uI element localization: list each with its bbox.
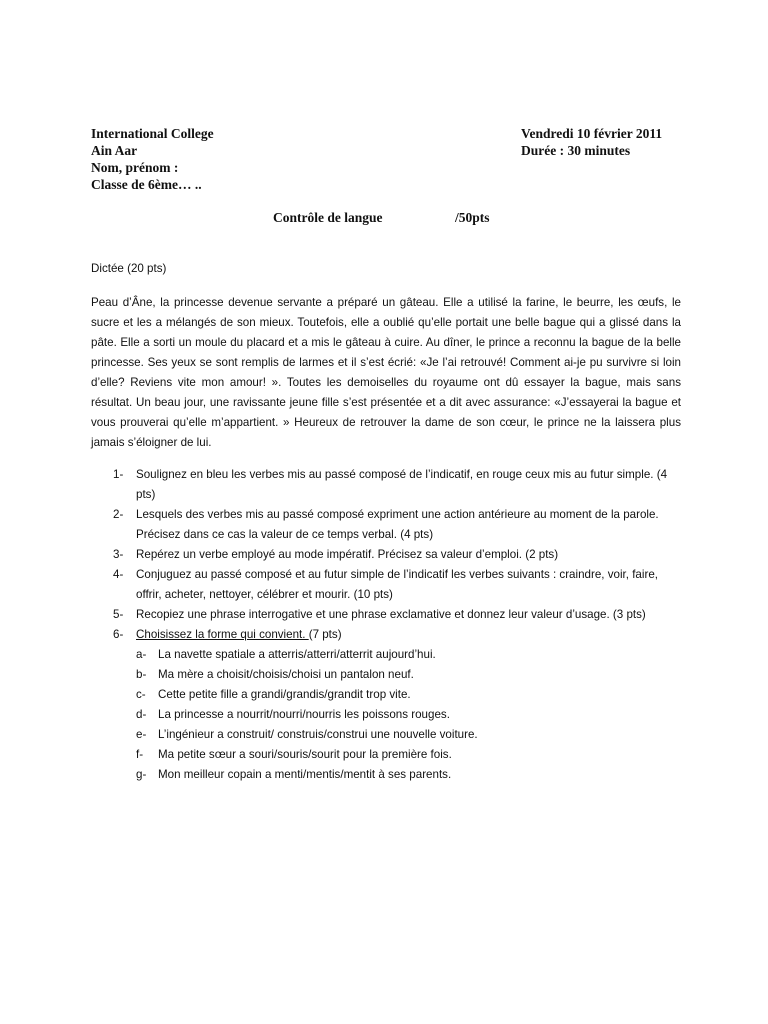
choice-text: Mon meilleur copain a menti/mentis/mentit à ses parents. — [158, 768, 452, 781]
question-text: Soulignez en bleu les verbes mis au passé composé de l’indicatif, en rouge ceux mis au futur simple. (4 pts) — [136, 468, 668, 501]
choice-text: Ma mère a choisit/choisis/choisi un pantalon neuf. — [158, 668, 414, 681]
school-name: International College — [91, 126, 214, 141]
choice-item — [136, 665, 681, 685]
choice-text: La princesse a nourrit/nourri/nourris les poissons rouges. — [158, 708, 450, 721]
choice-item — [136, 745, 681, 765]
question-item — [91, 605, 681, 625]
choice-list — [136, 645, 681, 785]
question-item — [91, 505, 681, 545]
choice-item — [136, 705, 681, 725]
question-number: 1- — [113, 468, 124, 481]
question-item — [91, 545, 681, 565]
question-number: 4- — [113, 568, 124, 581]
title-points: /50pts — [455, 210, 490, 225]
choice-item — [136, 645, 681, 665]
question-text: Repérez un verbe employé au mode impératif. Précisez sa valeur d’emploi. (2 pts) — [136, 548, 559, 561]
question-number: 5- — [113, 608, 124, 621]
choice-text: Ma petite sœur a souri/souris/sourit pour la première fois. — [158, 748, 452, 761]
question-item — [91, 565, 681, 605]
choice-letter: g- — [136, 768, 147, 781]
question-number: 6- — [113, 628, 124, 641]
question-number: 2- — [113, 508, 124, 521]
choice-letter: c- — [136, 688, 146, 701]
student-name-field: Nom, prénom : — [91, 160, 179, 175]
question-6-instruction: Choisissez la forme qui convient. — [136, 628, 309, 641]
title-main: Contrôle de langue — [273, 210, 383, 225]
choice-text: La navette spatiale a atterris/atterri/atterrit aujourd’hui. — [158, 648, 436, 661]
choice-letter: a- — [136, 648, 147, 661]
choice-letter: d- — [136, 708, 147, 721]
dictation-text — [91, 293, 681, 453]
choice-item — [136, 685, 681, 705]
class-field: Classe de 6ème… .. — [91, 177, 202, 192]
exam-date: Vendredi 10 février 2011 — [521, 126, 663, 141]
question-number: 3- — [113, 548, 124, 561]
question-text: Lesquels des verbes mis au passé composé expriment une action antérieure au moment de la parole. Précisez dans ce cas la valeur de ce temps verbal. (4 pts) — [136, 508, 659, 541]
choice-letter: e- — [136, 728, 147, 741]
question-text: Recopiez une phrase interrogative et une phrase exclamative et donnez leur valeur d’usage. (3 pts) — [136, 608, 646, 621]
exam-duration: Durée : 30 minutes — [521, 143, 631, 158]
question-list — [91, 465, 681, 785]
dictation-paragraph: Peau d’Âne, la princesse devenue servante a préparé un gâteau. Elle a utilisé la farine, le beurre, les œufs, le sucre et les a mélangés de son mieux. Toutefois, elle a oublié qu’elle portait une belle bague qui a glissé dans la pâte. Elle a sorti un moule du placard et a mis le gâteau à cuire. Au dîner, le prince a reconnu la bague de la belle princesse. Ses yeux se sont remplis de larmes et il s’est écrié: «Je l’ai retrouvé! Comment ai-je pu survivre si loin d’elle? Reviens vite mon amour! ». Toutes les demoiselles du royaume ont dû essayer la bague, mais sans résultat. Un beau jour, une ravissante jeune fille s’est présentée et a dit avec assurance: «J’essayerai la bague et vous prouverai qu’elle m’appartient. » Heureux de retrouver la dame de son cœur, le prince ne la laissera plus jamais s’éloigner de lui. — [91, 296, 681, 449]
choice-letter: b- — [136, 668, 147, 681]
exam-header — [91, 125, 681, 193]
choice-item — [136, 765, 681, 785]
choice-letter: f- — [136, 748, 144, 761]
question-6-points: (7 pts) — [308, 628, 342, 641]
dictation-heading: Dictée (20 pts) — [91, 262, 167, 275]
question-item-6 — [91, 625, 681, 785]
choice-text: Cette petite fille a grandi/grandis/grandit trop vite. — [158, 688, 411, 701]
choice-text: L’ingénieur a construit/ construis/construi une nouvelle voiture. — [158, 728, 478, 741]
question-item — [91, 465, 681, 505]
school-location: Ain Aar — [91, 143, 138, 158]
choice-item — [136, 725, 681, 745]
question-text: Conjuguez au passé composé et au futur simple de l’indicatif les verbes suivants : craindre, voir, faire, offrir, acheter, nettoyer, célébrer et mourir. (10 pts) — [136, 568, 658, 601]
